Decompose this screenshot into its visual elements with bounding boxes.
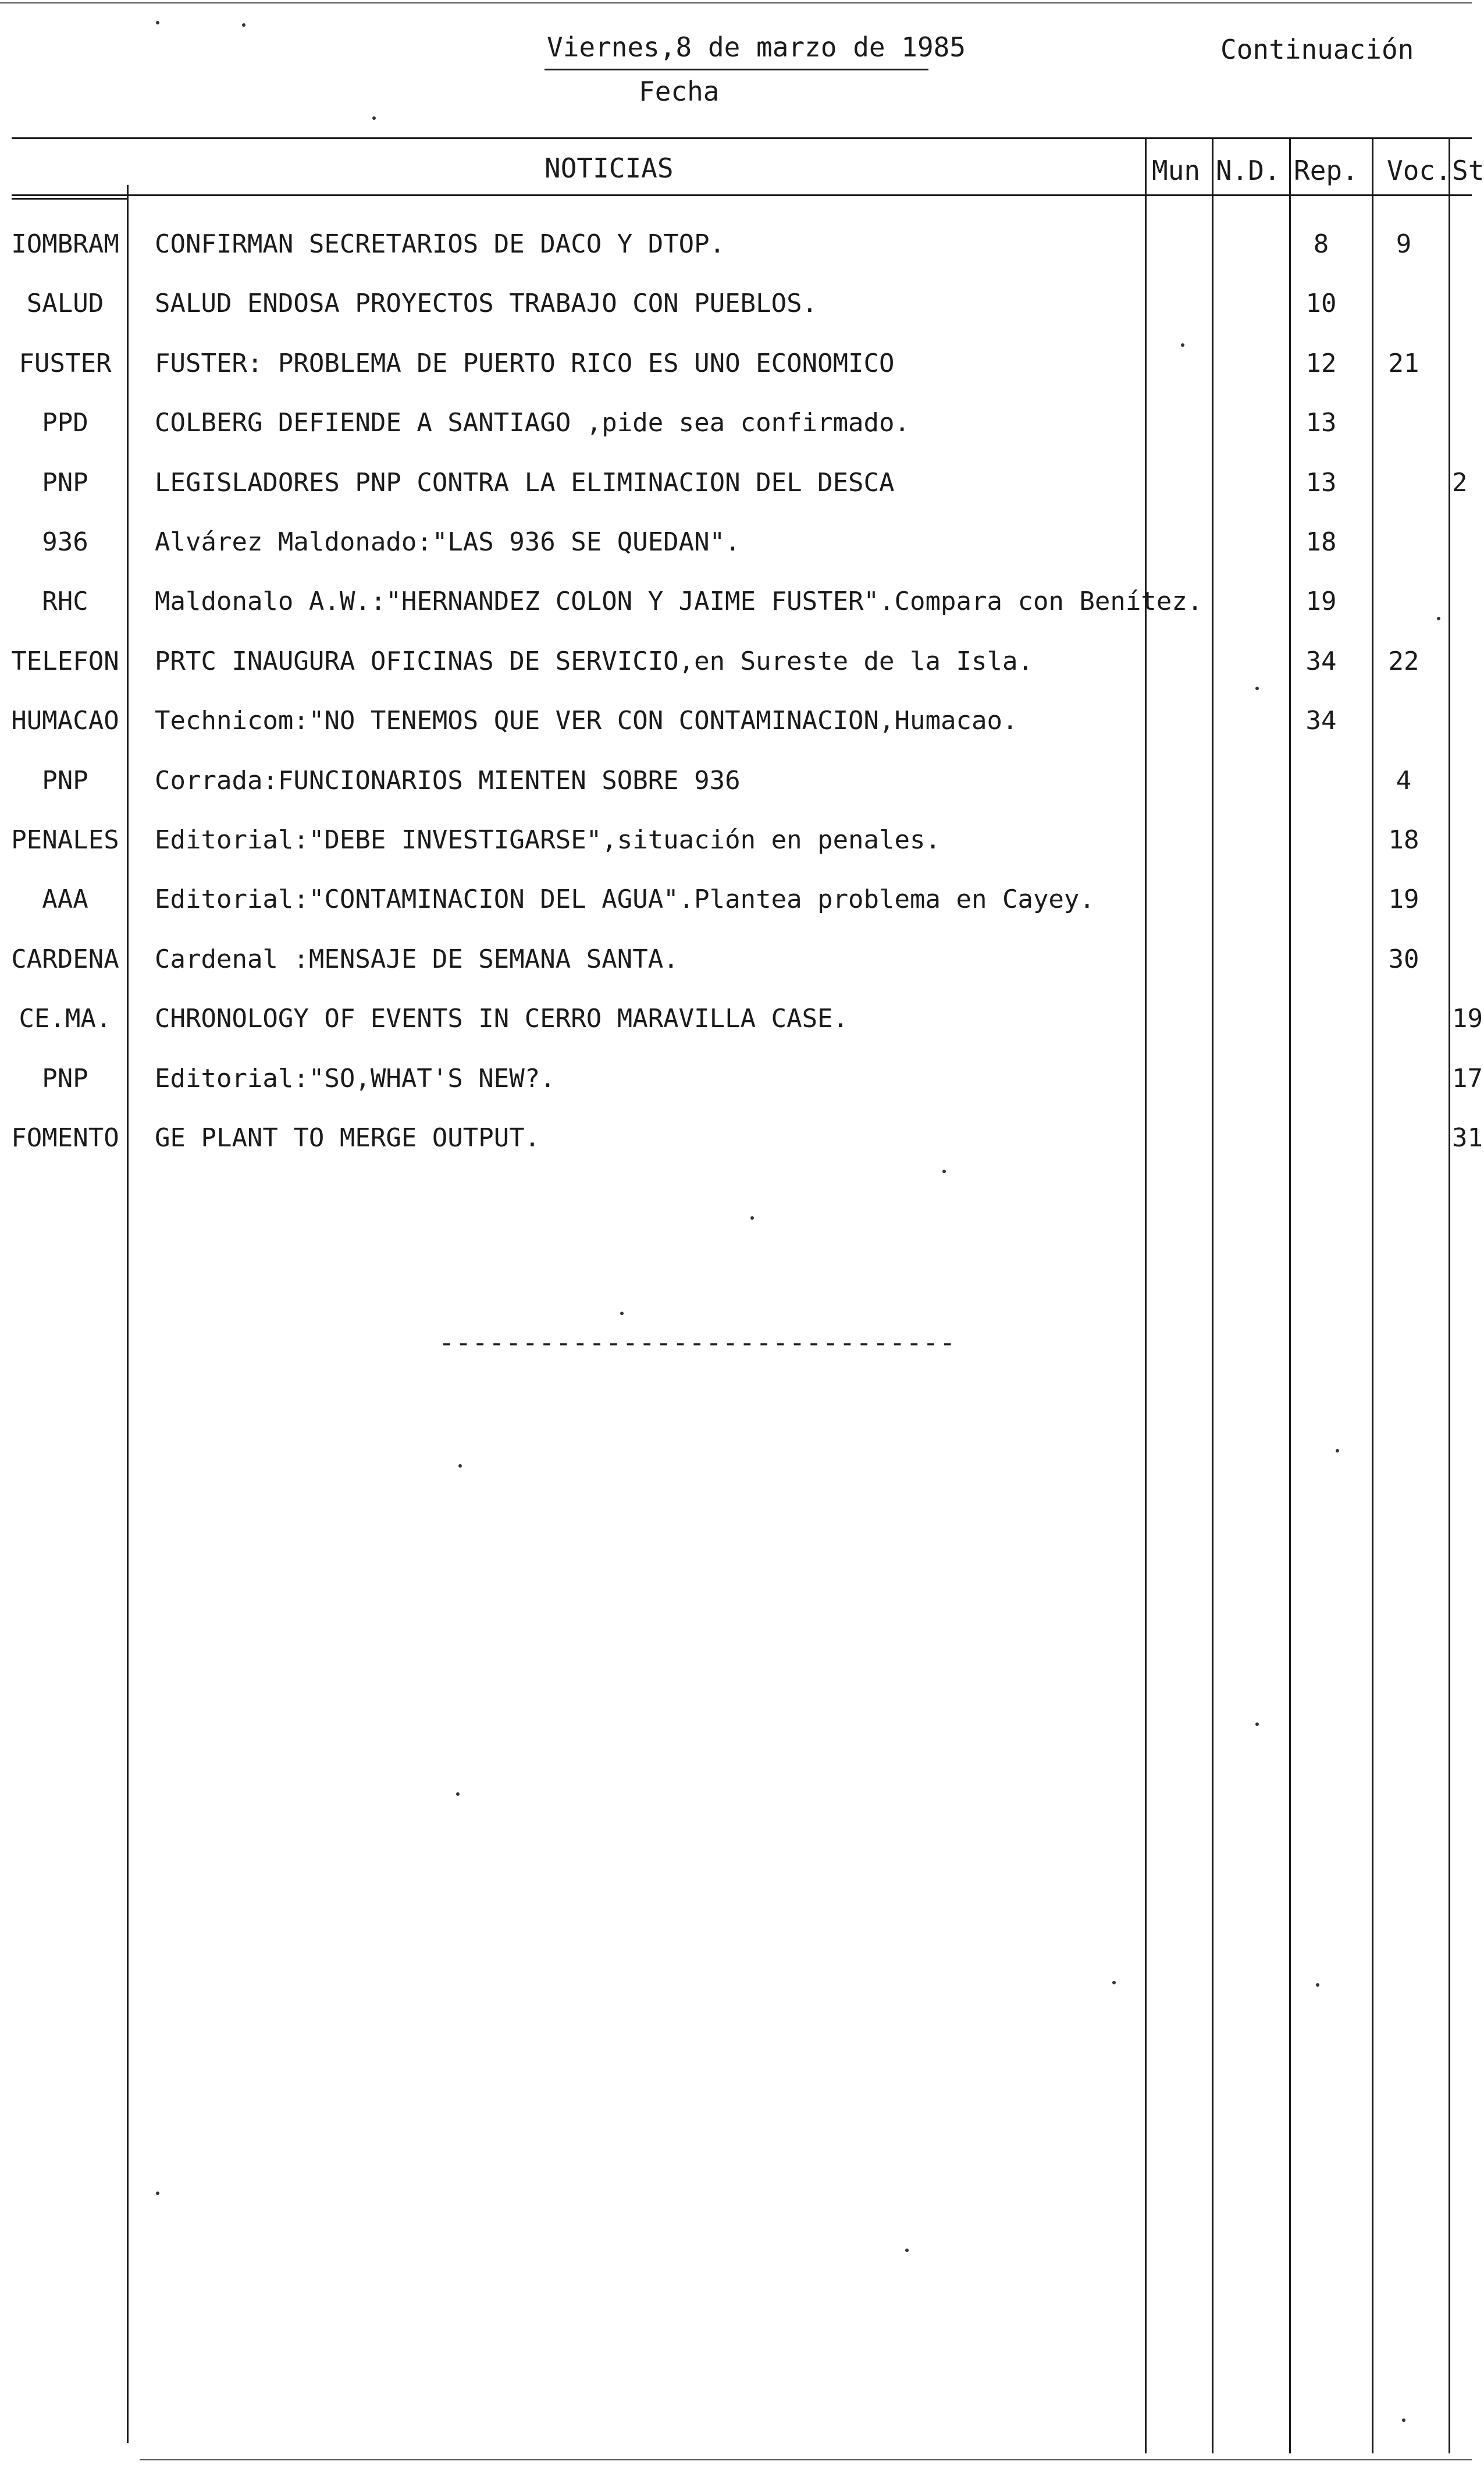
row-voc: 30 (1388, 944, 1419, 974)
row-headline: Editorial:"DEBE INVESTIGARSE",situación en penales. (155, 825, 941, 855)
row-headline: PRTC INAUGURA OFICINAS DE SERVICIO,en Sureste de la Isla. (155, 647, 1033, 676)
table-header-rule (12, 194, 1472, 196)
row-headline: GE PLANT TO MERGE OUTPUT. (155, 1123, 540, 1153)
row-voc: 9 (1396, 229, 1412, 259)
row-voc: 4 (1396, 766, 1412, 795)
scan-speck (372, 116, 376, 120)
row-rep: 8 (1313, 229, 1329, 259)
scan-speck (1255, 687, 1259, 690)
row-headline: Technicom:"NO TENEMOS QUE VER CON CONTAMINACION,Humacao. (155, 706, 1018, 736)
scan-speck (1437, 617, 1440, 620)
row-tag: CE.MA. (19, 1004, 112, 1033)
column-header-voc: Voc. (1387, 155, 1451, 186)
row-rep: 19 (1305, 587, 1337, 616)
row-st: 17 (1452, 1064, 1483, 1093)
scan-speck (1112, 1981, 1116, 1984)
table-top-rule (12, 137, 1472, 139)
row-tag: SALUD (26, 289, 104, 318)
row-tag: FOMENTO (11, 1123, 119, 1153)
row-tag: AAA (42, 885, 88, 914)
row-tag: TELEFON (11, 647, 119, 676)
closing-separator: ------------------------------- (439, 1327, 956, 1358)
row-rep: 13 (1305, 408, 1337, 438)
scan-speck (456, 1792, 460, 1796)
scan-speck (156, 21, 159, 24)
row-headline: LEGISLADORES PNP CONTRA LA ELIMINACION DEL DESCA (155, 468, 895, 498)
row-rep: 34 (1305, 706, 1337, 736)
row-headline: CONFIRMAN SECRETARIOS DE DACO Y DTOP. (155, 229, 725, 259)
scan-speck (156, 2192, 159, 2195)
voc-column-left-border (1372, 137, 1373, 2453)
row-tag: HUMACAO (11, 706, 119, 736)
row-headline: Maldonalo A.W.:"HERNANDEZ COLON Y JAIME FUSTER".Compara con Benítez. (155, 587, 1203, 616)
header-continuation: Continuación (1220, 34, 1414, 65)
scan-speck (905, 2249, 909, 2252)
row-headline: Alvárez Maldonado:"LAS 936 SE QUEDAN". (155, 527, 741, 557)
row-tag: PNP (42, 766, 88, 795)
scan-speck (1402, 2418, 1405, 2422)
nd-column-left-border (1212, 137, 1213, 2453)
scan-speck (242, 23, 245, 27)
scan-speck (1316, 1983, 1319, 1987)
row-rep: 12 (1305, 349, 1337, 378)
row-st: 19 (1452, 1004, 1483, 1033)
row-voc: 21 (1388, 349, 1419, 378)
scan-speck (750, 1216, 754, 1220)
row-rep: 13 (1305, 468, 1337, 498)
header-date: Viernes,8 de marzo de 1985 (547, 31, 966, 63)
top-edge-rule (0, 2, 1472, 3)
column-header-rep: Rep. (1294, 155, 1358, 186)
row-tag: PPD (42, 408, 88, 438)
scan-speck (942, 1170, 946, 1173)
scan-speck (458, 1464, 462, 1468)
tag-column-underline (12, 198, 128, 200)
row-tag: CARDENA (11, 944, 119, 974)
scan-speck (1181, 343, 1184, 347)
scan-speck (1336, 1449, 1339, 1452)
row-tag: PNP (42, 468, 88, 498)
row-headline: Corrada:FUNCIONARIOS MIENTEN SOBRE 936 (155, 766, 741, 795)
row-headline: Cardenal :MENSAJE DE SEMANA SANTA. (155, 944, 679, 974)
header-date-underline (545, 69, 928, 70)
row-st: 31 (1452, 1123, 1483, 1153)
row-headline: CHRONOLOGY OF EVENTS IN CERRO MARAVILLA CASE. (155, 1004, 849, 1033)
column-header-nd: N.D. (1216, 155, 1280, 186)
row-headline: COLBERG DEFIENDE A SANTIAGO ,pide sea confirmado. (155, 408, 910, 438)
row-tag: PNP (42, 1064, 88, 1093)
column-header-noticias: NOTICIAS (545, 152, 674, 184)
row-rep: 18 (1305, 527, 1337, 557)
row-voc: 22 (1388, 647, 1419, 676)
row-headline: Editorial:"CONTAMINACION DEL AGUA".Plantea problema en Cayey. (155, 885, 1095, 914)
row-rep: 34 (1305, 647, 1337, 676)
row-tag: IOMBRAM (11, 229, 119, 259)
row-voc: 19 (1388, 885, 1419, 914)
row-rep: 10 (1305, 289, 1337, 318)
row-headline: Editorial:"SO,WHAT'S NEW?. (155, 1064, 556, 1093)
table-bottom-rule (140, 2459, 1472, 2460)
row-headline: FUSTER: PROBLEMA DE PUERTO RICO ES UNO ECONOMICO (155, 349, 895, 378)
tag-column-divider (127, 185, 129, 2443)
header-date-label: Fecha (639, 76, 720, 107)
scan-speck (1255, 1722, 1259, 1726)
row-st: 2 (1452, 468, 1468, 498)
row-tag: PENALES (11, 825, 119, 855)
row-tag: RHC (42, 587, 88, 616)
row-tag: FUSTER (19, 349, 112, 378)
row-tag: 936 (42, 527, 88, 557)
row-voc: 18 (1388, 825, 1419, 855)
column-header-mun: Mun (1152, 155, 1201, 186)
rep-column-left-border (1289, 137, 1291, 2453)
st-column-left-border (1449, 137, 1450, 2453)
column-header-st: St (1452, 155, 1484, 186)
mun-column-left-border (1145, 137, 1147, 2453)
row-headline: SALUD ENDOSA PROYECTOS TRABAJO CON PUEBLOS. (155, 289, 818, 318)
scan-speck (620, 1312, 624, 1315)
